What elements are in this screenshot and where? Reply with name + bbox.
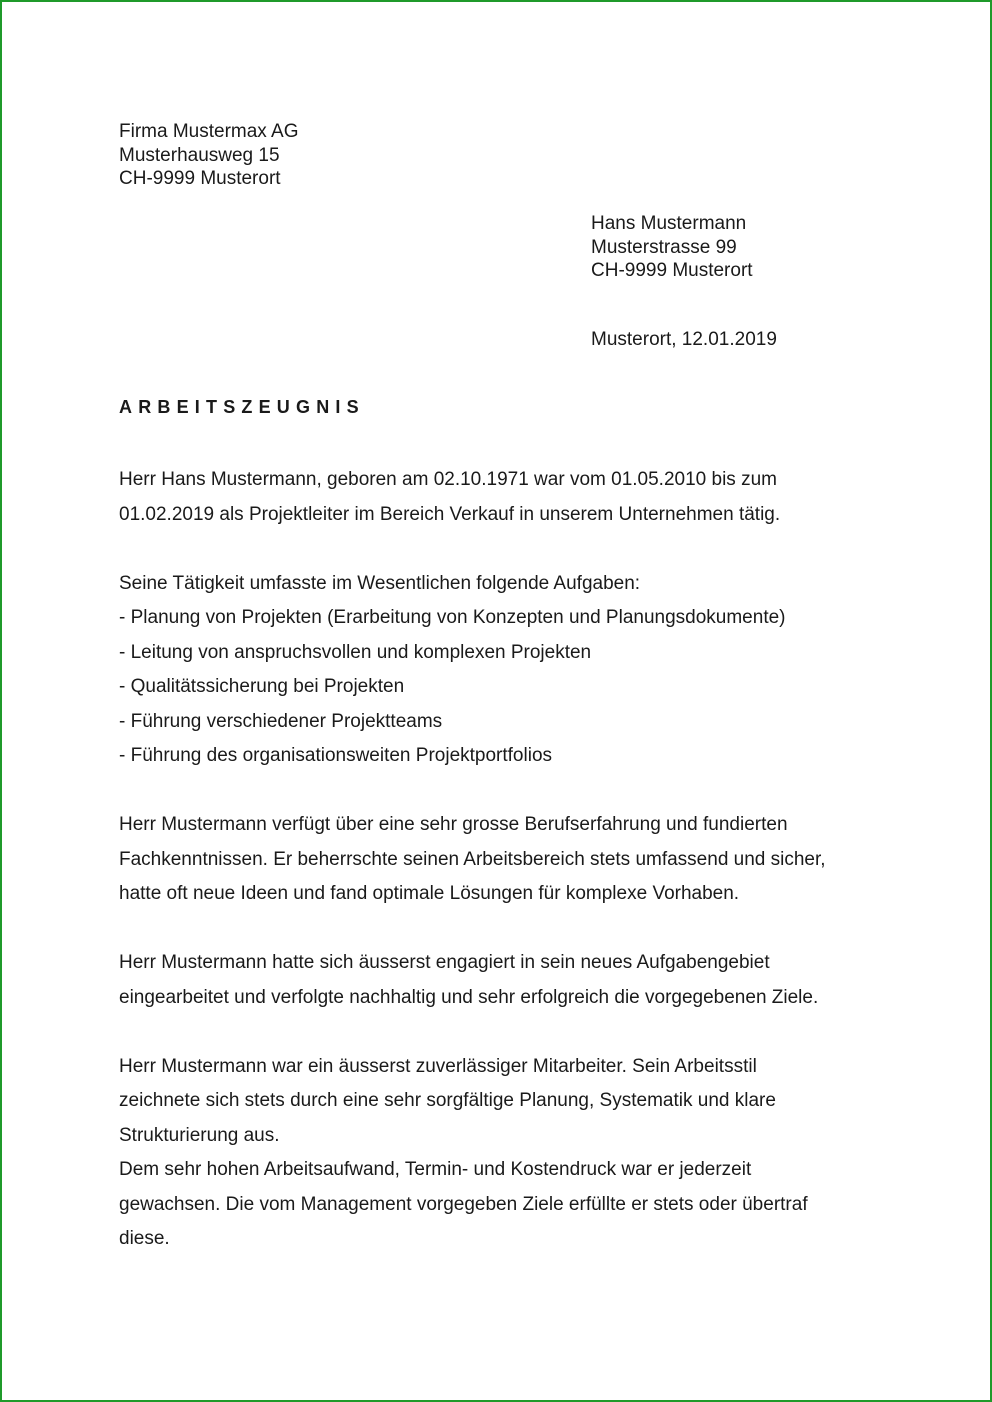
list-item: - Planung von Projekten (Erarbeitung von Konzepten und Planungsdokumente) [119,607,786,628]
tasks-intro: Seine Tätigkeit umfasste im Wesentlichen folgende Aufgaben: [119,572,641,594]
list-item: - Qualitätssicherung bei Projekten [119,676,405,697]
paragraph-line: diese. [119,1228,170,1249]
paragraph-line: Herr Mustermann war ein äusserst zuverlässiger Mitarbeiter. Sein Arbeitsstil [119,1055,757,1077]
paragraph-line: Strukturierung aus. [119,1124,280,1146]
paragraph-line: hatte oft neue Ideen und fand optimale Lösungen für komplexe Vorhaben. [119,883,740,904]
paragraph-line: gewachsen. Die vom Management vorgegeben Ziele erfüllte er stets oder übertraf [119,1193,808,1215]
paragraph-line: Dem sehr hohen Arbeitsaufwand, Termin- und Kostendruck war er jederzeit [119,1159,752,1180]
paragraph-engagement [119,946,879,1015]
paragraph-line: Herr Mustermann hatte sich äusserst engagiert in sein neues Aufgabengebiet [119,952,770,973]
paragraph-reliability [119,1050,879,1257]
paragraph-employment [119,463,879,532]
recipient-line: CH-9999 Musterort [591,260,753,281]
paragraph-tasks [119,567,879,774]
paragraph-line: eingearbeitet und verfolgte nachhaltig und sehr erfolgreich die vorgegebenen Ziele. [119,986,819,1008]
paragraph-line: 01.02.2019 als Projektleiter im Bereich Verkauf in unserem Unternehmen tätig. [119,503,781,525]
paragraph-line: Fachkenntnissen. Er beherrschte seinen Arbeitsbereich stets umfassend und sicher, [119,848,826,870]
list-item: - Führung verschiedener Projektteams [119,710,443,732]
list-item: - Führung des organisationsweiten Projektportfolios [119,745,553,766]
sender-address [119,120,298,191]
sender-line: Musterhausweg 15 [119,144,280,166]
list-item: - Leitung von anspruchsvollen und komplexen Projekten [119,641,592,663]
recipient-line: Hans Mustermann [591,213,747,234]
document-date: Musterort, 12.01.2019 [591,329,777,350]
sender-line: CH-9999 Musterort [119,168,281,189]
sender-line: Firma Mustermax AG [119,121,299,142]
paragraph-line: Herr Hans Mustermann, geboren am 02.10.1971 war vom 01.05.2010 bis zum [119,469,777,490]
recipient-line: Musterstrasse 99 [591,236,737,258]
paragraph-experience [119,808,879,912]
document-body [119,463,879,1291]
recipient-address [591,212,753,283]
document-title: ARBEITSZEUGNIS [119,397,365,417]
paragraph-line: Herr Mustermann verfügt über eine sehr grosse Berufserfahrung und fundierten [119,814,788,835]
paragraph-line: zeichnete sich stets durch eine sehr sorgfältige Planung, Systematik und klare [119,1090,776,1111]
